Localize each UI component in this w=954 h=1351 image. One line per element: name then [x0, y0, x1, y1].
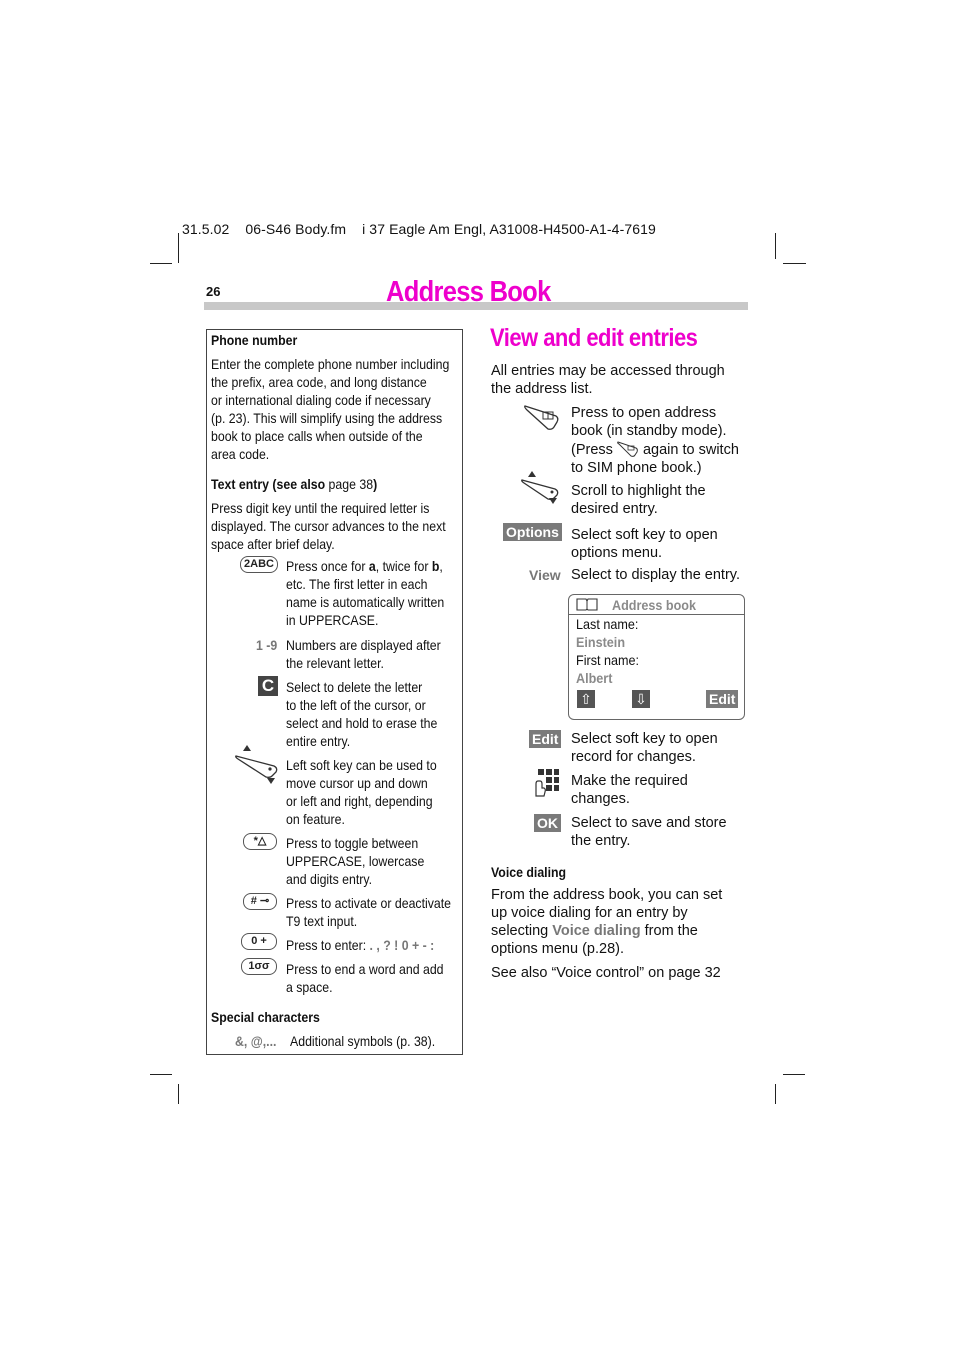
keypad-icon	[532, 768, 560, 798]
text-line: desired entry.	[571, 501, 658, 517]
crop-mark	[150, 1074, 172, 1075]
text-line: Enter the complete phone number including	[211, 356, 450, 372]
voice-dialing-text	[491, 886, 756, 958]
intro-text	[491, 362, 751, 398]
text-line: on feature.	[286, 811, 345, 827]
step-text	[571, 772, 756, 808]
address-book-key-small-icon	[617, 440, 639, 458]
view-menu-label: View	[529, 567, 561, 583]
text-line: the address list.	[491, 381, 593, 397]
text-line: to the left of the cursor, or	[286, 697, 426, 713]
zero-key-icon: 0 +	[241, 933, 277, 950]
step-text: Select to display the entry.	[571, 567, 740, 583]
step-text	[571, 404, 756, 477]
text-entry-text	[211, 499, 462, 553]
text-line: move cursor up and down	[286, 775, 428, 791]
page-number: 26	[206, 284, 221, 299]
special-key-label: &, @,...	[235, 1033, 277, 1049]
options-softkey[interactable]: Options	[503, 523, 562, 541]
text-line: Left soft key can be used to	[286, 757, 437, 773]
step-text	[571, 526, 756, 562]
text-line: select and hold to erase the	[286, 715, 438, 731]
first-name-label: First name:	[576, 652, 640, 668]
text-line: book (in standby mode).	[571, 423, 727, 439]
print-header	[182, 221, 656, 237]
navigation-key-icon	[234, 744, 280, 784]
arrow-down-icon[interactable]: ⇩	[632, 690, 650, 708]
text-line: options menu.	[571, 545, 663, 561]
text-fragment: again to switch	[642, 442, 739, 458]
text-line: Press to end a word and add	[286, 961, 444, 977]
text-line: or international dialing code if necessary	[211, 392, 431, 408]
text-line: up voice dialing for an entry by	[491, 905, 688, 921]
header-model: Eagle	[389, 221, 426, 237]
text-line: or left and right, depending	[286, 793, 433, 809]
edit-softkey[interactable]: Edit	[529, 730, 561, 748]
step-text	[571, 482, 756, 518]
text-line: the relevant letter.	[286, 655, 384, 671]
first-name-value: Albert	[576, 670, 613, 686]
text-line: a space.	[286, 979, 333, 995]
address-book-key-icon	[524, 402, 560, 432]
text-line: Scroll to highlight the	[571, 483, 706, 499]
text-line: Press digit key until the required letter is	[211, 500, 430, 516]
text-line: to SIM phone book.)	[571, 460, 702, 476]
screen-header	[569, 595, 744, 615]
digits-label: 1 -9	[256, 637, 278, 653]
header-page-ref: i 37	[362, 221, 386, 237]
page-title: Address Book	[386, 276, 551, 308]
phone-screen	[568, 594, 745, 720]
text-line: Numbers are displayed after	[286, 637, 441, 653]
item-text	[286, 936, 462, 954]
item-text	[286, 894, 462, 930]
special-characters-heading: Special characters	[211, 1009, 320, 1025]
text-fragment: selecting	[491, 923, 549, 939]
text-line: in UPPERCASE.	[286, 612, 379, 628]
crop-mark	[775, 233, 776, 259]
star-key-icon: *△	[243, 833, 277, 850]
step-text	[571, 814, 756, 850]
crop-mark	[178, 233, 179, 263]
heading-close: )	[373, 476, 378, 492]
text-line: Select soft key to open	[571, 527, 718, 543]
text-line: etc. The first letter in each	[286, 576, 428, 592]
text-line: Press to open address	[571, 405, 717, 421]
step-text	[571, 730, 756, 766]
scroll-navigation-icon	[521, 470, 561, 504]
address-book-icon	[576, 598, 598, 611]
crop-mark	[178, 1084, 179, 1104]
text-line: name is automatically written	[286, 594, 445, 610]
text-line: Press once for a, twice for b,	[286, 558, 443, 574]
text-entry-heading	[211, 475, 377, 493]
section-heading: View and edit entries	[490, 324, 698, 352]
text-line: Select soft key to open	[571, 731, 718, 747]
text-line: T9 text input.	[286, 913, 358, 929]
text-fragment: (Press	[571, 442, 613, 458]
text-line: displayed. The cursor advances to the next	[211, 518, 446, 534]
header-file: 06-S46 Body.fm	[245, 221, 347, 237]
text-line	[491, 922, 756, 940]
text-line: area code.	[211, 446, 270, 462]
hash-key-icon: # ⊸	[243, 893, 277, 910]
item-text	[286, 960, 462, 996]
text-line: Press to enter: . , ? ! 0 + - :	[286, 937, 435, 953]
arrow-up-icon[interactable]: ⇧	[577, 690, 595, 708]
screen-edit-softkey[interactable]: Edit	[706, 690, 738, 708]
screen-title: Address book	[612, 597, 697, 613]
text-line: changes.	[571, 791, 630, 807]
text-fragment: from the	[644, 923, 698, 939]
text-line: options menu (p.28).	[491, 941, 624, 957]
crop-mark	[150, 263, 172, 264]
key-2-icon: 2ABC	[240, 556, 278, 573]
phone-number-text	[211, 355, 462, 463]
ok-softkey[interactable]: OK	[534, 814, 561, 832]
crop-mark	[775, 1084, 776, 1104]
text-line: record for changes.	[571, 749, 696, 765]
text-line: Press to toggle between	[286, 835, 419, 851]
text-line: Select to delete the letter	[286, 679, 423, 695]
header-code: A31008-H4500-A1-4-7619	[489, 221, 656, 237]
voice-dialing-heading: Voice dialing	[491, 864, 567, 880]
clear-key-icon	[258, 676, 278, 696]
text-line: Select to save and store	[571, 815, 727, 831]
text-line: space after brief delay.	[211, 536, 335, 552]
clear-key-label: C	[261, 676, 275, 695]
text-line: (p. 23). This will simplify using the address	[211, 410, 443, 426]
heading-bold: Text entry (see also	[211, 476, 326, 492]
text-line: and digits entry.	[286, 871, 373, 887]
text-line: Press to activate or deactivate	[286, 895, 452, 911]
item-text	[286, 834, 462, 888]
text-line: From the address book, you can set	[491, 887, 723, 903]
heading-link: page 38	[328, 476, 374, 492]
voice-dialing-menu-label: Voice dialing	[552, 923, 641, 939]
text-line: All entries may be accessed through	[491, 363, 725, 379]
last-name-label: Last name:	[576, 616, 639, 632]
item-text	[286, 678, 462, 750]
text-line: the prefix, area code, and long distance	[211, 374, 427, 390]
text-line: UPPERCASE, lowercase	[286, 853, 425, 869]
text-line: book to place calls when outside of the	[211, 428, 423, 444]
crop-mark	[783, 1074, 805, 1075]
last-name-value: Einstein	[576, 634, 626, 650]
header-lang: Am Engl,	[428, 221, 487, 237]
header-date: 31.5.02	[182, 221, 230, 237]
item-text	[286, 557, 462, 629]
see-also-text: See also “Voice control” on page 32	[491, 965, 721, 981]
crop-mark	[783, 263, 806, 264]
phone-number-heading: Phone number	[211, 332, 298, 348]
text-line: entire entry.	[286, 733, 351, 749]
one-key-icon: 1σσ	[241, 958, 277, 975]
text-line: the entry.	[571, 833, 631, 849]
item-text	[286, 756, 462, 828]
text-line: Make the required	[571, 773, 688, 789]
text-line	[571, 440, 756, 459]
item-text	[286, 636, 462, 672]
special-text: Additional symbols (p. 38).	[290, 1033, 436, 1049]
